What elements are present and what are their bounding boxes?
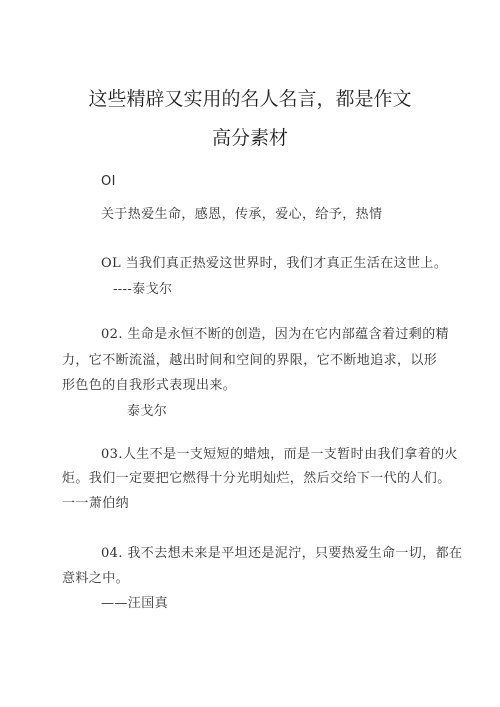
quote-3-line-2: 炬。我们一定要把它燃得十分光明灿烂，然后交给下一代的人们。 xyxy=(62,471,451,486)
quote-2-author: 泰戈尔 xyxy=(127,404,168,419)
quote-2-line-1: 02. 生命是永恒不断的创造，因为在它内部蕴含着过剩的精 xyxy=(101,327,450,342)
quote-2-line-3: 形色色的自我形式表现出来。 xyxy=(62,378,237,393)
document-title-line-2: 高分素材 xyxy=(211,127,288,149)
quote-3-line-1: 03.人生不是一支短短的蜡烛，而是一支暂时由我们拿着的火 xyxy=(101,447,458,462)
quote-3-author: 一一萧伯纳 xyxy=(62,496,130,511)
document-title-line-1: 这些精辟又实用的名人名言，都是作文 xyxy=(88,88,412,110)
quote-2-line-2: 力，它不断流溢，越出时间和空间的界限，它不断地追求，以形 xyxy=(62,353,438,368)
quote-4-line-2: 意料之中。 xyxy=(62,571,130,586)
section-marker: OI xyxy=(101,174,116,189)
quote-4-line-1: 04. 我不去想未来是平坦还是泥泞，只要热爱生命一切，都在 xyxy=(101,546,463,561)
section-themes: 关于热爱生命，感恩，传承，爱心，给予，热情 xyxy=(101,207,383,222)
quote-1-author: ----泰戈尔 xyxy=(113,282,173,297)
quote-4-author: ——汪国真 xyxy=(101,596,169,611)
quote-1-line-1: OL 当我们真正热爱这世界时，我们才真正生活在这世上。 xyxy=(101,256,448,271)
